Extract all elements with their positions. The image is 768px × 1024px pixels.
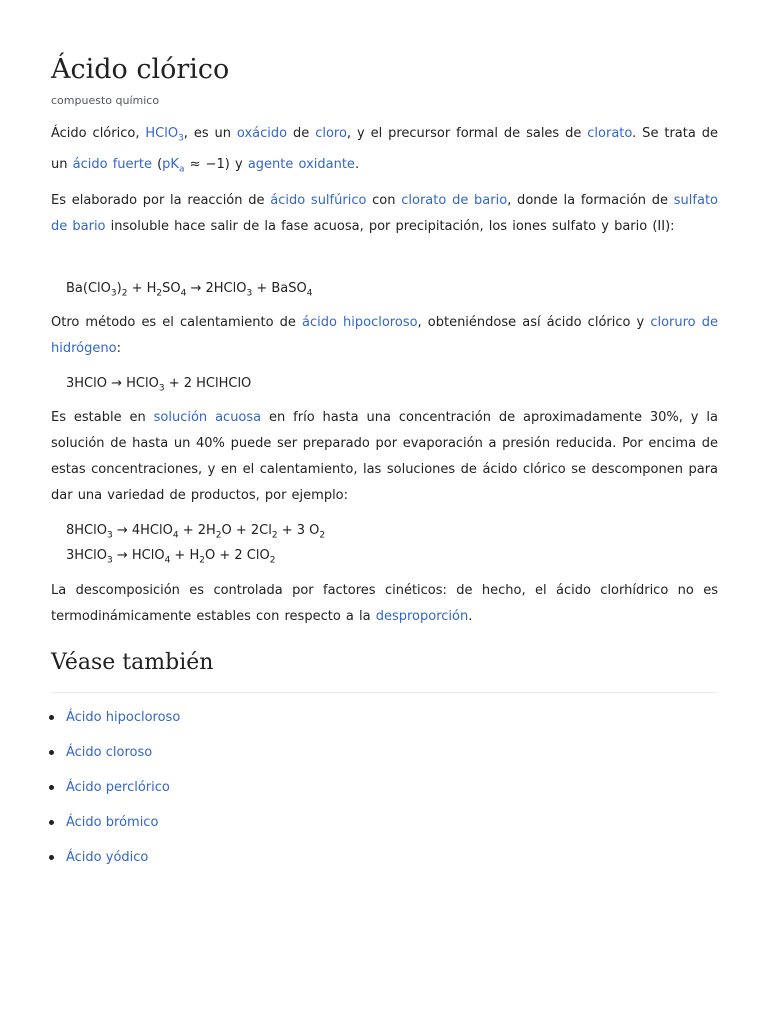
link-clorato-de-bario[interactable]: clorato de bario	[401, 193, 508, 208]
bullet-icon	[49, 750, 54, 755]
equation-1: $Ba(ClO_3)_2 + H_2SO_4$ → 2HClO$_3$ + BaSO$_4$	[66, 281, 313, 299]
heading-divider	[51, 692, 718, 693]
list-item	[0, 705, 180, 740]
link-pka[interactable]: $pK_a$	[162, 156, 185, 175]
link-solucion-acuosa[interactable]: solución acuosa	[153, 410, 262, 425]
link-oxacido[interactable]: oxácido	[236, 126, 288, 141]
list-item	[0, 775, 180, 810]
equation-3: 8HClO$_3$ → 4HClO$_4$ + $2H_2O + 2Cl_2 + 3$ $O_2$	[66, 523, 326, 541]
link-acido-hipocloroso[interactable]: ácido hipocloroso	[302, 315, 418, 330]
link-agente-oxidante[interactable]: agente oxidante	[247, 156, 355, 172]
link-see-also-hipocloroso[interactable]: Ácido hipocloroso	[66, 710, 181, 725]
link-sulfato-de-bario[interactable]: sulfato de bario	[51, 193, 718, 234]
page-subtitle: compuesto químico	[51, 94, 160, 107]
equation-4: 3HClO$_3$ → HClO$_4$ + $H_2O + 2$ ClO$_2$	[66, 548, 276, 566]
link-see-also-perclorico[interactable]: Ácido perclórico	[66, 780, 170, 795]
bullet-icon	[49, 785, 54, 790]
link-desproporcion[interactable]: desproporción	[375, 609, 469, 624]
page-title: Ácido clórico	[51, 54, 230, 85]
bullet-icon	[49, 855, 54, 860]
list-item	[0, 740, 180, 775]
link-acido-fuerte[interactable]: ácido fuerte	[72, 156, 152, 172]
see-also-list	[0, 705, 180, 880]
bullet-icon	[49, 715, 54, 720]
equation-2: 3HClO → HClO$_3$ + 2 HClHClO	[66, 376, 252, 394]
link-see-also-cloroso[interactable]: Ácido cloroso	[66, 745, 153, 760]
preparation-paragraph: Es elaborado por la reacción de ácido sulfúrico con clorato de bario, donde la formación de sulfato de bario insoluble hace salir de la fase acuosa, por precipitación, los iones sulfato y bario (II):	[51, 193, 718, 234]
list-item	[0, 810, 180, 845]
method-paragraph: Otro método es el calentamiento de ácido hipocloroso, obteniéndose así ácido clórico y cloruro de hidrógeno:	[51, 315, 718, 356]
link-cloro[interactable]: cloro	[315, 126, 347, 141]
link-see-also-bromico[interactable]: Ácido brómico	[66, 815, 159, 830]
stability-paragraph: Es estable en solución acuosa en frío hasta una concentración de aproximadamente 30%, y la solución de hasta un 40% puede ser preparado por evaporación a presión reducida. Por encima de estas concentraciones, y en el calentamiento, las soluciones de ácido clórico se descomponen para dar una variedad de productos, por ejemplo:	[51, 410, 718, 503]
see-also-heading: Véase también	[51, 650, 214, 675]
link-acido-sulfurico[interactable]: ácido sulfúrico	[270, 193, 367, 208]
intro-paragraph: Ácido clórico, HClO$_3$, es un oxácido de cloro, y el precursor formal de sales de clorato. Se trata de un ácido fuerte $(pK_a \approx -1)$ y agente oxidante.	[51, 126, 718, 175]
decomposition-paragraph: La descomposición es controlada por factores cinéticos: de hecho, el ácido clorhídrico no es termodinámicamente estables con respecto a la desproporción.	[51, 583, 718, 624]
link-formula[interactable]: HClO$_3$	[145, 126, 184, 144]
text: Ácido clórico,	[51, 126, 146, 141]
link-clorato[interactable]: clorato	[587, 126, 633, 141]
link-see-also-yodico[interactable]: Ácido yódico	[66, 850, 149, 865]
bullet-icon	[49, 820, 54, 825]
link-cloruro-de-hidrogeno[interactable]: cloruro de hidrógeno	[51, 315, 718, 356]
list-item	[0, 845, 180, 880]
